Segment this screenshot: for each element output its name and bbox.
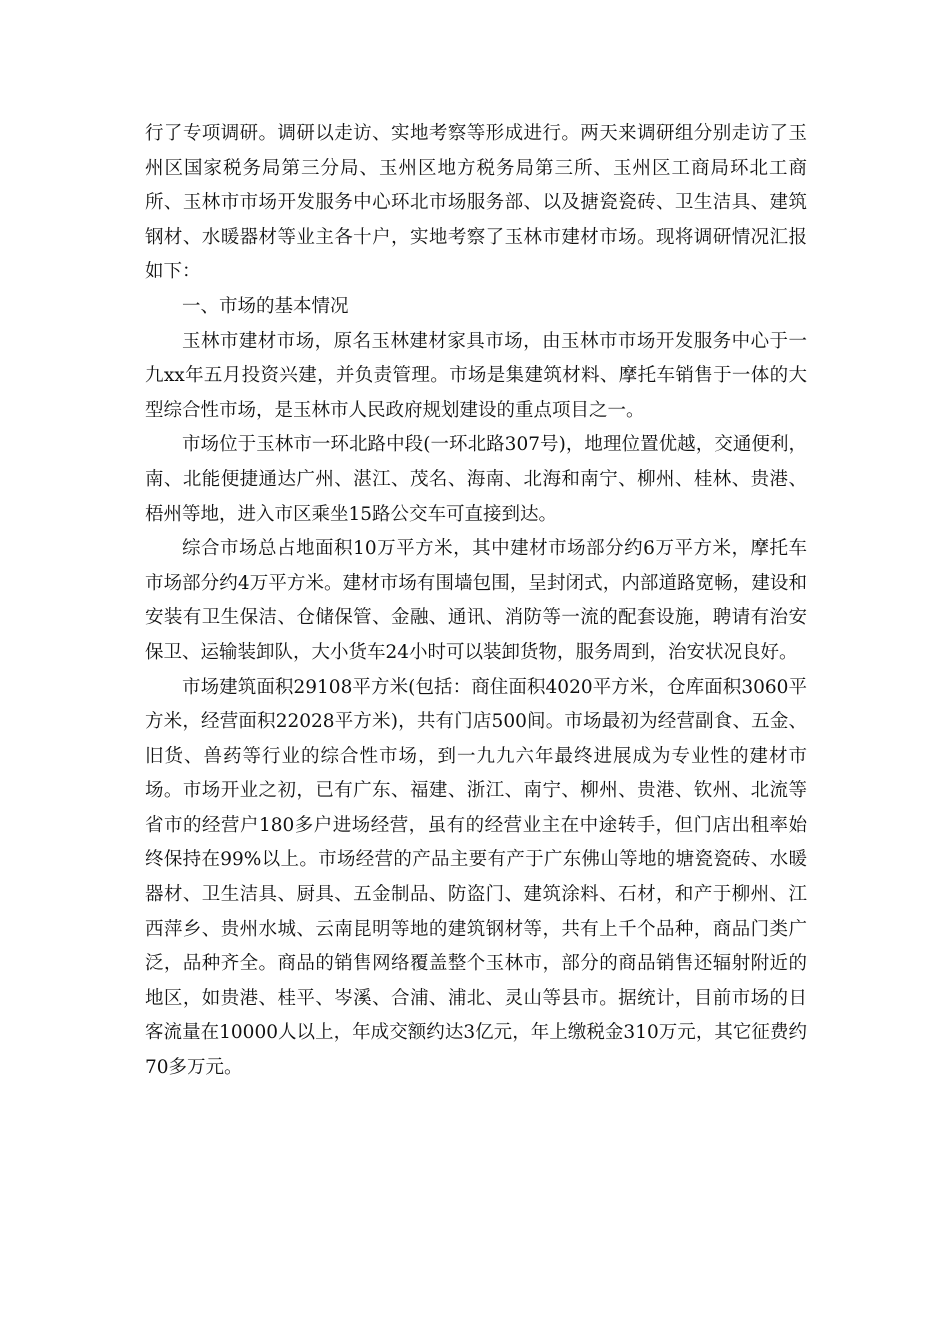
paragraph-market-operations: 市场建筑面积29108平方米(包括：商住面积4020平方米，仓库面积3060平方米，经营面积22028平方米)，共有门店500间。市场最初为经营副食、五金、旧货、兽药等行业的综合性市场，到一九九六年最终进展成为专业性的建材市场。市场开业之初，已有广东、福建、浙江、南宁、柳州、贵港、钦州、北流等省市的经营户180多户进场经营，虽有的经营业主在中途转手，但门店出租率始终保持在99%以上。市场经营的产品主要有产于广东佛山等地的塘瓷瓷砖、水暖器材、卫生洁具、厨具、五金制品、防盗门、建筑涂料、石材，和产于柳州、江西萍乡、贵州水城、云南昆明等地的建筑钢材等，共有上千个品种，商品门类广泛，品种齐全。商品的销售网络覆盖整个玉林市，部分的商品销售还辐射附近的地区，如贵港、桂平、岑溪、合浦、浦北、灵山等县市。据统计，目前市场的日客流量在10000人以上，年成交额约达3亿元，年上缴税金310万元，其它征费约70多万元。 <box>145 676 807 1079</box>
paragraph-intro-continuation: 行了专项调研。调研以走访、实地考察等形成进行。两天来调研组分别走访了玉州区国家税务局第三分局、玉州区地方税务局第三所、玉州区工商局环北工商所、玉林市市场开发服务中心环北市场服务部、以及搪瓷瓷砖、卫生洁具、建筑钢材、水暖器材等业主各十户，实地考察了玉林市建材市场。现将调研情况汇报如下： <box>145 123 807 283</box>
paragraph-market-area: 综合市场总占地面积10万平方米，其中建材市场部分约6万平方米，摩托车市场部分约4万平方米。建材市场有围墙包围，呈封闭式，内部道路宽畅，建设和安装有卫生保洁、仓储保管、金融、通讯、消防等一流的配套设施，聘请有治安保卫、运输装卸队，大小货车24小时可以装卸货物，服务周到，治安状况良好。 <box>145 538 807 663</box>
paragraph-market-overview: 玉林市建材市场，原名玉林建材家具市场，由玉林市市场开发服务中心于一九xx年五月投资兴建，并负责管理。市场是集建筑材料、摩托车销售于一体的大型综合性市场，是玉林市人民政府规划建设的重点项目之一。 <box>145 330 807 421</box>
section-heading-basic-situation: 一、市场的基本情况 <box>182 295 349 317</box>
document-body <box>145 117 807 1086</box>
paragraph-market-location: 市场位于玉林市一环北路中段(一环北路307号)，地理位置优越，交通便利，南、北能便捷通达广州、湛江、茂名、海南、北海和南宁、柳州、桂林、贵港、梧州等地，进入市区乘坐15路公交车可直接到达。 <box>145 434 807 525</box>
